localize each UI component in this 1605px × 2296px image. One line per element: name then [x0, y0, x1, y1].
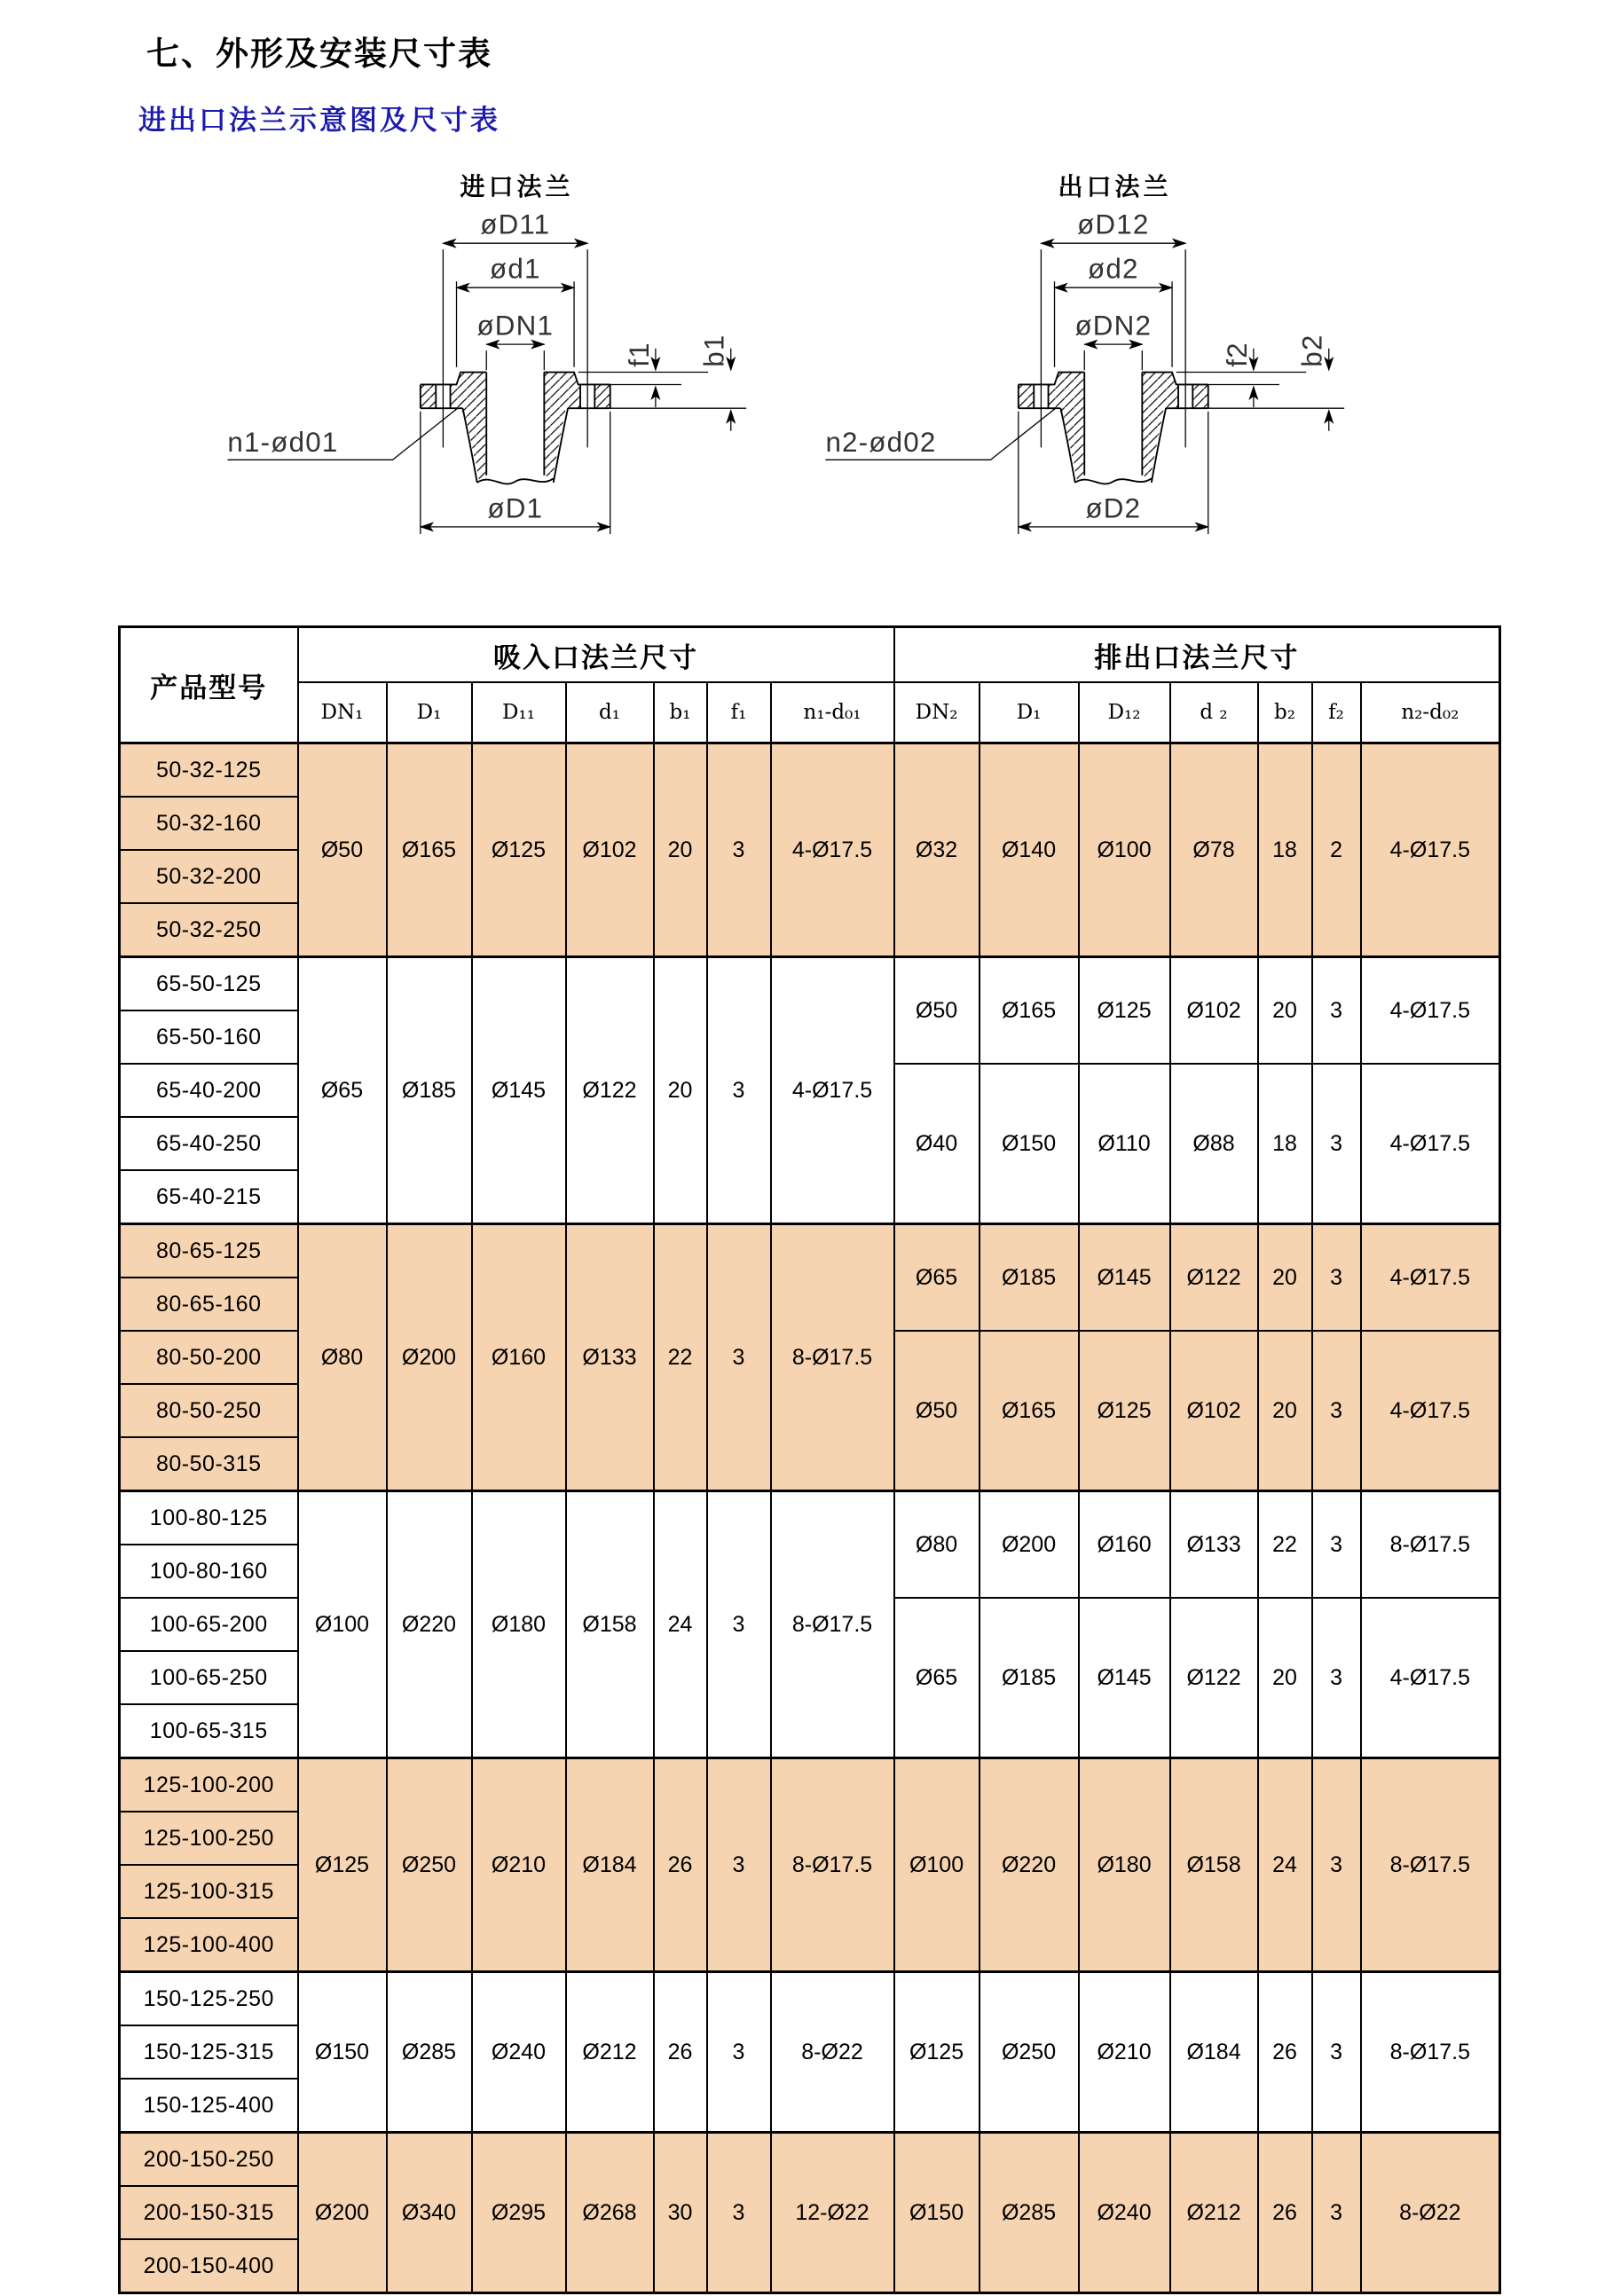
discharge-value-cell: 3 [1312, 1331, 1361, 1491]
suction-value-cell: Ø240 [472, 1972, 566, 2133]
discharge-value-cell: 3 [1312, 1491, 1361, 1599]
suction-value-cell: Ø200 [298, 2133, 387, 2293]
discharge-value-cell: Ø145 [1079, 1224, 1170, 1332]
discharge-value-cell: Ø102 [1170, 957, 1258, 1065]
discharge-value-cell: Ø65 [894, 1598, 980, 1758]
discharge-value-cell: 8-Ø17.5 [1361, 1758, 1500, 1972]
discharge-value-cell: 20 [1258, 1224, 1312, 1332]
discharge-value-cell: Ø220 [980, 1758, 1079, 1972]
dim-outer-label: øD1 [486, 492, 543, 524]
discharge-value-cell: 3 [1312, 1224, 1361, 1332]
discharge-value-cell: 8-Ø17.5 [1361, 1972, 1500, 2133]
dim-holes-label: n2-ød02 [824, 427, 936, 459]
discharge-value-cell: Ø140 [980, 743, 1079, 957]
col-header-dn1: DN₁ [298, 682, 387, 743]
discharge-value-cell: Ø285 [980, 2133, 1079, 2293]
model-cell: 80-50-315 [120, 1437, 298, 1491]
dim-raised-face-label: ød2 [1087, 253, 1139, 285]
suction-value-cell: 26 [654, 1758, 707, 1972]
model-cell: 50-32-160 [120, 797, 298, 850]
discharge-value-cell: 4-Ø17.5 [1361, 1331, 1500, 1491]
table-row [120, 1224, 1500, 1278]
col-header-d1: D₁ [387, 682, 472, 743]
suction-value-cell: Ø133 [566, 1224, 654, 1491]
suction-value-cell: Ø50 [298, 743, 387, 957]
dim-bore-label: øDN1 [476, 310, 554, 342]
suction-value-cell: Ø80 [298, 1224, 387, 1491]
suction-value-cell: Ø100 [298, 1491, 387, 1758]
discharge-value-cell: Ø122 [1170, 1598, 1258, 1758]
model-cell: 200-150-400 [120, 2239, 298, 2293]
discharge-value-cell: Ø100 [894, 1758, 980, 1972]
page-subtitle: 进出口法兰示意图及尺寸表 [138, 105, 500, 136]
dim-bolt-circle-label: øD12 [1076, 210, 1149, 240]
model-cell: 100-80-125 [120, 1491, 298, 1545]
discharge-value-cell: Ø165 [980, 1331, 1079, 1491]
col-header-d1-small: d₁ [566, 682, 654, 743]
model-cell: 125-100-400 [120, 1918, 298, 1972]
model-cell: 200-150-315 [120, 2186, 298, 2239]
discharge-value-cell: 22 [1258, 1491, 1312, 1599]
discharge-value-cell: 4-Ø17.5 [1361, 1064, 1500, 1224]
suction-value-cell: 12-Ø22 [771, 2133, 894, 2293]
suction-value-cell: 3 [707, 1758, 771, 1972]
discharge-value-cell: Ø133 [1170, 1491, 1258, 1599]
discharge-value-cell: Ø240 [1079, 2133, 1170, 2293]
discharge-value-cell: 18 [1258, 743, 1312, 957]
dim-bolt-circle-label: øD11 [479, 210, 550, 240]
model-cell: 150-125-315 [120, 2025, 298, 2079]
discharge-value-cell: 4-Ø17.5 [1361, 743, 1500, 957]
discharge-value-cell: Ø165 [980, 957, 1079, 1065]
discharge-value-cell: Ø160 [1079, 1491, 1170, 1599]
discharge-value-cell: Ø150 [980, 1064, 1079, 1224]
dim-thickness-label: b2 [1296, 334, 1328, 367]
discharge-value-cell: Ø100 [1079, 743, 1170, 957]
table-body [120, 743, 1500, 2293]
suction-value-cell: Ø102 [566, 743, 654, 957]
suction-value-cell: 8-Ø17.5 [771, 1758, 894, 1972]
table-row [120, 1491, 1500, 1545]
model-cell: 150-125-400 [120, 2079, 298, 2133]
model-cell: 125-100-315 [120, 1865, 298, 1918]
discharge-value-cell: 26 [1258, 1972, 1312, 2133]
discharge-value-cell: Ø150 [894, 2133, 980, 2293]
model-cell: 100-80-160 [120, 1545, 298, 1598]
discharge-value-cell: Ø210 [1079, 1972, 1170, 2133]
suction-value-cell: Ø160 [472, 1224, 566, 1491]
discharge-value-cell: Ø184 [1170, 1972, 1258, 2133]
suction-value-cell: Ø165 [387, 743, 472, 957]
discharge-value-cell: Ø185 [980, 1224, 1079, 1332]
discharge-value-cell: Ø125 [894, 1972, 980, 2133]
col-header-d2: D₁ [980, 682, 1079, 743]
discharge-value-cell: Ø32 [894, 743, 980, 957]
discharge-value-cell: 3 [1312, 1064, 1361, 1224]
discharge-value-cell: 3 [1312, 1972, 1361, 2133]
flange-section-svg [220, 210, 788, 540]
discharge-value-cell: 4-Ø17.5 [1361, 957, 1500, 1065]
discharge-value-cell: 8-Ø22 [1361, 2133, 1500, 2293]
discharge-value-cell: 24 [1258, 1758, 1312, 1972]
discharge-value-cell: 2 [1312, 743, 1361, 957]
model-cell: 65-40-215 [120, 1170, 298, 1224]
suction-value-cell: 30 [654, 2133, 707, 2293]
col-header-b1: b₁ [654, 682, 707, 743]
model-cell: 150-125-250 [120, 1972, 298, 2026]
suction-value-cell: 3 [707, 743, 771, 957]
col-header-n2-d02: n₂-d₀₂ [1361, 682, 1500, 743]
model-cell: 65-40-250 [120, 1117, 298, 1170]
suction-value-cell: 3 [707, 1491, 771, 1758]
suction-value-cell: 8-Ø17.5 [771, 1224, 894, 1491]
suction-value-cell: Ø125 [298, 1758, 387, 1972]
product-model-header: 产品型号 [120, 627, 298, 743]
discharge-value-cell: 3 [1312, 957, 1361, 1065]
model-cell: 100-65-200 [120, 1598, 298, 1651]
suction-value-cell: 26 [654, 1972, 707, 2133]
discharge-value-cell: Ø158 [1170, 1758, 1258, 1972]
discharge-value-cell: Ø88 [1170, 1064, 1258, 1224]
model-cell: 65-40-200 [120, 1064, 298, 1117]
inlet-flange-title: 进口法兰 [460, 174, 574, 201]
discharge-value-cell: Ø125 [1079, 1331, 1170, 1491]
suction-value-cell: 4-Ø17.5 [771, 743, 894, 957]
suction-value-cell: Ø145 [472, 957, 566, 1224]
suction-value-cell: Ø285 [387, 1972, 472, 2133]
suction-value-cell: 3 [707, 1972, 771, 2133]
model-cell: 125-100-250 [120, 1812, 298, 1865]
suction-value-cell: Ø220 [387, 1491, 472, 1758]
discharge-value-cell: Ø110 [1079, 1064, 1170, 1224]
discharge-value-cell: Ø78 [1170, 743, 1258, 957]
discharge-value-cell: Ø250 [980, 1972, 1079, 2133]
model-cell: 80-65-125 [120, 1224, 298, 1278]
suction-value-cell: 4-Ø17.5 [771, 957, 894, 1224]
suction-value-cell: Ø268 [566, 2133, 654, 2293]
discharge-value-cell: Ø145 [1079, 1598, 1170, 1758]
col-header-f2: f₂ [1312, 682, 1361, 743]
suction-group-header: 吸入口法兰尺寸 [298, 627, 894, 683]
discharge-value-cell: 4-Ø17.5 [1361, 1598, 1500, 1758]
suction-value-cell: Ø122 [566, 957, 654, 1224]
suction-value-cell: Ø65 [298, 957, 387, 1224]
inlet-flange-diagram [220, 168, 788, 540]
suction-value-cell: 3 [707, 2133, 771, 2293]
discharge-value-cell: 26 [1258, 2133, 1312, 2293]
model-cell: 80-50-200 [120, 1331, 298, 1384]
col-header-n1-d01: n₁-d₀₁ [771, 682, 894, 743]
discharge-value-cell: Ø50 [894, 957, 980, 1065]
discharge-value-cell: Ø125 [1079, 957, 1170, 1065]
discharge-value-cell: Ø80 [894, 1491, 980, 1599]
dim-bore-label: øDN2 [1074, 310, 1152, 342]
suction-value-cell: Ø210 [472, 1758, 566, 1972]
discharge-value-cell: 3 [1312, 2133, 1361, 2293]
discharge-value-cell: 18 [1258, 1064, 1312, 1224]
discharge-value-cell: Ø180 [1079, 1758, 1170, 1972]
discharge-value-cell: Ø200 [980, 1491, 1079, 1599]
discharge-value-cell: 20 [1258, 957, 1312, 1065]
discharge-value-cell: 3 [1312, 1598, 1361, 1758]
discharge-group-header: 排出口法兰尺寸 [894, 627, 1500, 683]
col-header-f1: f₁ [707, 682, 771, 743]
suction-value-cell: 20 [654, 957, 707, 1224]
discharge-value-cell: 20 [1258, 1598, 1312, 1758]
table-row [120, 1758, 1500, 1812]
col-header-b2: b₂ [1258, 682, 1312, 743]
model-cell: 65-50-160 [120, 1010, 298, 1064]
suction-value-cell: Ø158 [566, 1491, 654, 1758]
discharge-value-cell: Ø50 [894, 1331, 980, 1491]
suction-value-cell: Ø184 [566, 1758, 654, 1972]
model-cell: 125-100-200 [120, 1758, 298, 1812]
dim-holes-label: n1-ød01 [226, 427, 338, 459]
model-cell: 65-50-125 [120, 957, 298, 1011]
suction-value-cell: 3 [707, 1224, 771, 1491]
dim-outer-label: øD2 [1084, 492, 1141, 524]
suction-value-cell: 8-Ø22 [771, 1972, 894, 2133]
model-cell: 200-150-250 [120, 2133, 298, 2187]
col-header-dn2: DN₂ [894, 682, 980, 743]
suction-value-cell: 20 [654, 743, 707, 957]
suction-value-cell: Ø212 [566, 1972, 654, 2133]
flange-section-svg [818, 210, 1386, 540]
suction-value-cell: 22 [654, 1224, 707, 1491]
table-row [120, 957, 1500, 1011]
model-cell: 100-65-315 [120, 1704, 298, 1758]
suction-value-cell: Ø295 [472, 2133, 566, 2293]
suction-value-cell: Ø150 [298, 1972, 387, 2133]
discharge-value-cell: 8-Ø17.5 [1361, 1491, 1500, 1599]
table-row [120, 2133, 1500, 2187]
table-row [120, 1972, 1500, 2026]
model-cell: 100-65-250 [120, 1651, 298, 1704]
page-title: 七、外形及安装尺寸表 [146, 36, 492, 73]
col-header-d11: D₁₁ [472, 682, 566, 743]
flange-dimensions-table [118, 625, 1501, 2294]
model-cell: 50-32-125 [120, 743, 298, 798]
suction-value-cell: Ø340 [387, 2133, 472, 2293]
model-cell: 50-32-200 [120, 850, 298, 903]
discharge-value-cell: 3 [1312, 1758, 1361, 1972]
outlet-flange-title: 出口法兰 [1058, 174, 1172, 201]
flange-diagrams [0, 168, 1605, 540]
suction-value-cell: Ø200 [387, 1224, 472, 1491]
outlet-flange-drawing [818, 210, 1386, 540]
suction-value-cell: Ø250 [387, 1758, 472, 1972]
suction-value-cell: Ø185 [387, 957, 472, 1224]
suction-value-cell: 24 [654, 1491, 707, 1758]
discharge-value-cell: Ø212 [1170, 2133, 1258, 2293]
discharge-value-cell: Ø185 [980, 1598, 1079, 1758]
col-header-d2-small: d ₂ [1170, 682, 1258, 743]
dim-thickness-label: b1 [698, 334, 730, 367]
table-row [120, 743, 1500, 798]
suction-value-cell: 8-Ø17.5 [771, 1491, 894, 1758]
suction-value-cell: Ø180 [472, 1491, 566, 1758]
model-cell: 50-32-250 [120, 903, 298, 957]
discharge-value-cell: Ø40 [894, 1064, 980, 1224]
suction-value-cell: Ø125 [472, 743, 566, 957]
inlet-flange-drawing [220, 210, 788, 540]
dim-raised-face-label: ød1 [489, 253, 541, 285]
dim-face-height-label: f1 [623, 342, 655, 367]
discharge-value-cell: Ø102 [1170, 1331, 1258, 1491]
discharge-value-cell: Ø122 [1170, 1224, 1258, 1332]
outlet-flange-diagram [818, 168, 1386, 540]
suction-value-cell: 3 [707, 957, 771, 1224]
discharge-value-cell: Ø65 [894, 1224, 980, 1332]
dim-face-height-label: f2 [1221, 342, 1253, 367]
model-cell: 80-65-160 [120, 1278, 298, 1331]
discharge-value-cell: 4-Ø17.5 [1361, 1224, 1500, 1332]
discharge-value-cell: 20 [1258, 1331, 1312, 1491]
model-cell: 80-50-250 [120, 1384, 298, 1437]
col-header-d12: D₁₂ [1079, 682, 1170, 743]
